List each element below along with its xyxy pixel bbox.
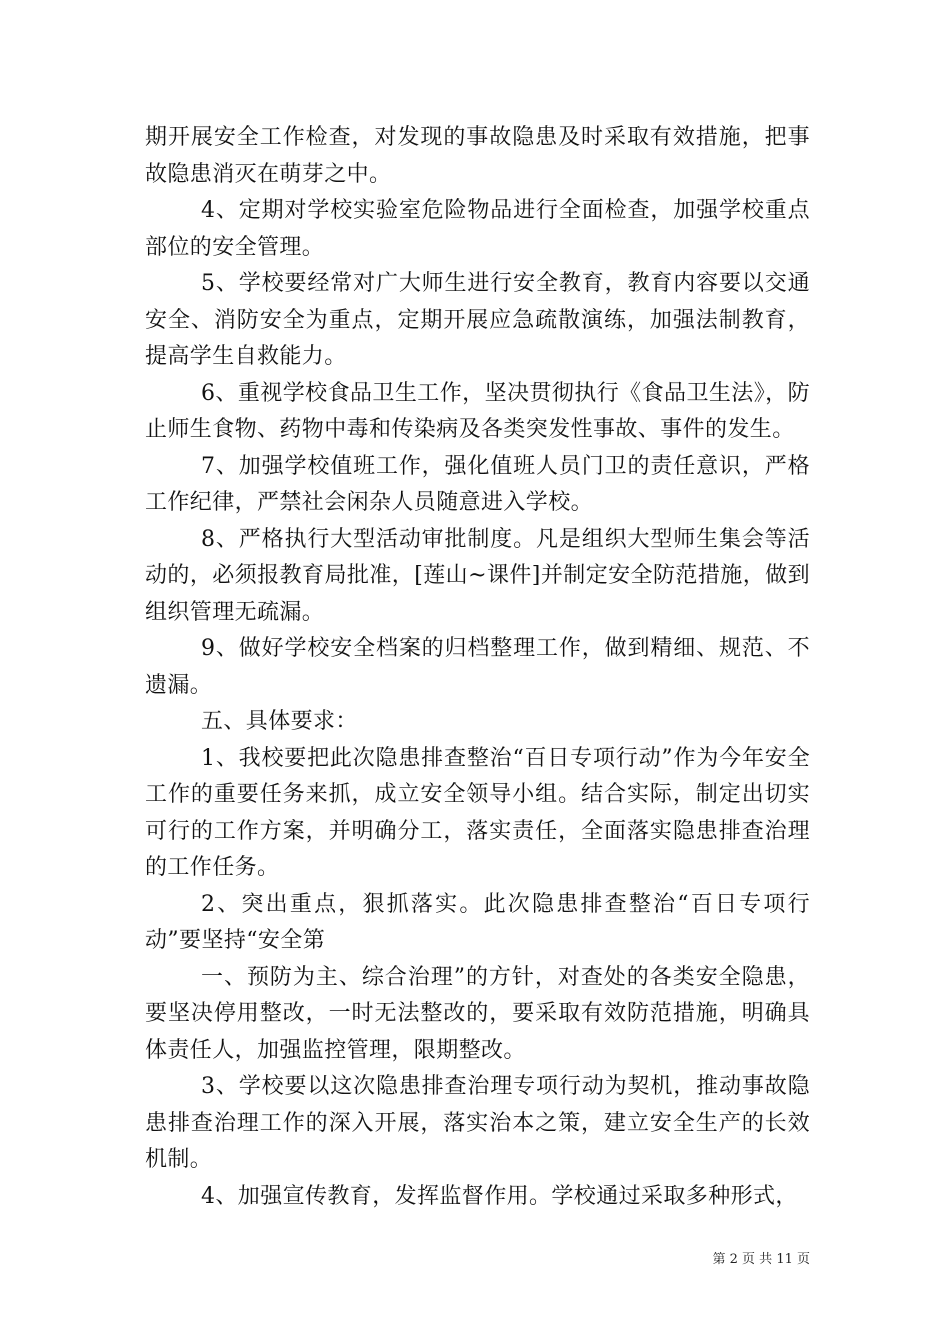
paragraph-13: 4、加强宣传教育，发挥监督作用。学校通过采取多种形式， <box>201 1183 798 1209</box>
paragraph-4: 6、重视学校食品卫生工作，坚决贯彻执行《食品卫生法》，防止师生食物、药物中毒和传染病及各类突发性事故、事件的发生。 <box>145 380 810 442</box>
section-heading-requirements: 五、具体要求： <box>201 709 358 734</box>
paragraph-2: 4、定期对学校实验室危险物品进行全面检查，加强学校重点部位的安全管理。 <box>145 198 810 260</box>
paragraph-12: 3、学校要以这次隐患排查治理专项行动为契机，推动事故隐患排查治理工作的深入开展，落实治本之策，建立安全生产的长效机制。 <box>145 1074 810 1172</box>
page-number-footer: 第 2 页 共 11 页 <box>712 1252 810 1267</box>
paragraph-5: 7、加强学校值班工作，强化值班人员门卫的责任意识，严格工作纪律，严禁社会闲杂人员随意进入学校。 <box>145 453 810 515</box>
paragraph-7: 9、做好学校安全档案的归档整理工作，做到精细、规范、不遗漏。 <box>145 636 810 698</box>
paragraph-10: 2、突出重点，狠抓落实。此次隐患排查整治“百日专项行动”要坚持“安全第 <box>145 891 810 953</box>
paragraph-3: 5、学校要经常对广大师生进行安全教育，教育内容要以交通安全、消防安全为重点，定期开展应急疏散演练，加强法制教育，提高学生自救能力。 <box>145 271 810 369</box>
paragraph-9: 1、我校要把此次隐患排查整治“百日专项行动”作为今年安全工作的重要任务来抓，成立安全领导小组。结合实际，制定出切实可行的工作方案，并明确分工，落实责任，全面落实隐患排查治理的工作任务。 <box>145 745 810 880</box>
paragraph-1: 期开展安全工作检查，对发现的事故隐患及时采取有效措施，把事故隐患消灭在萌芽之中。 <box>145 125 810 187</box>
paragraph-6: 8、严格执行大型活动审批制度。凡是组织大型师生集会等活动的，必须报教育局批准，[莲山~课件]并制定安全防范措施，做到组织管理无疏漏。 <box>145 526 810 625</box>
document-body <box>145 120 810 1215</box>
paragraph-11: 一、预防为主、综合治理”的方针，对查处的各类安全隐患，要坚决停用整改，一时无法整改的，要采取有效防范措施，明确具体责任人，加强监控管理，限期整改。 <box>145 964 810 1063</box>
